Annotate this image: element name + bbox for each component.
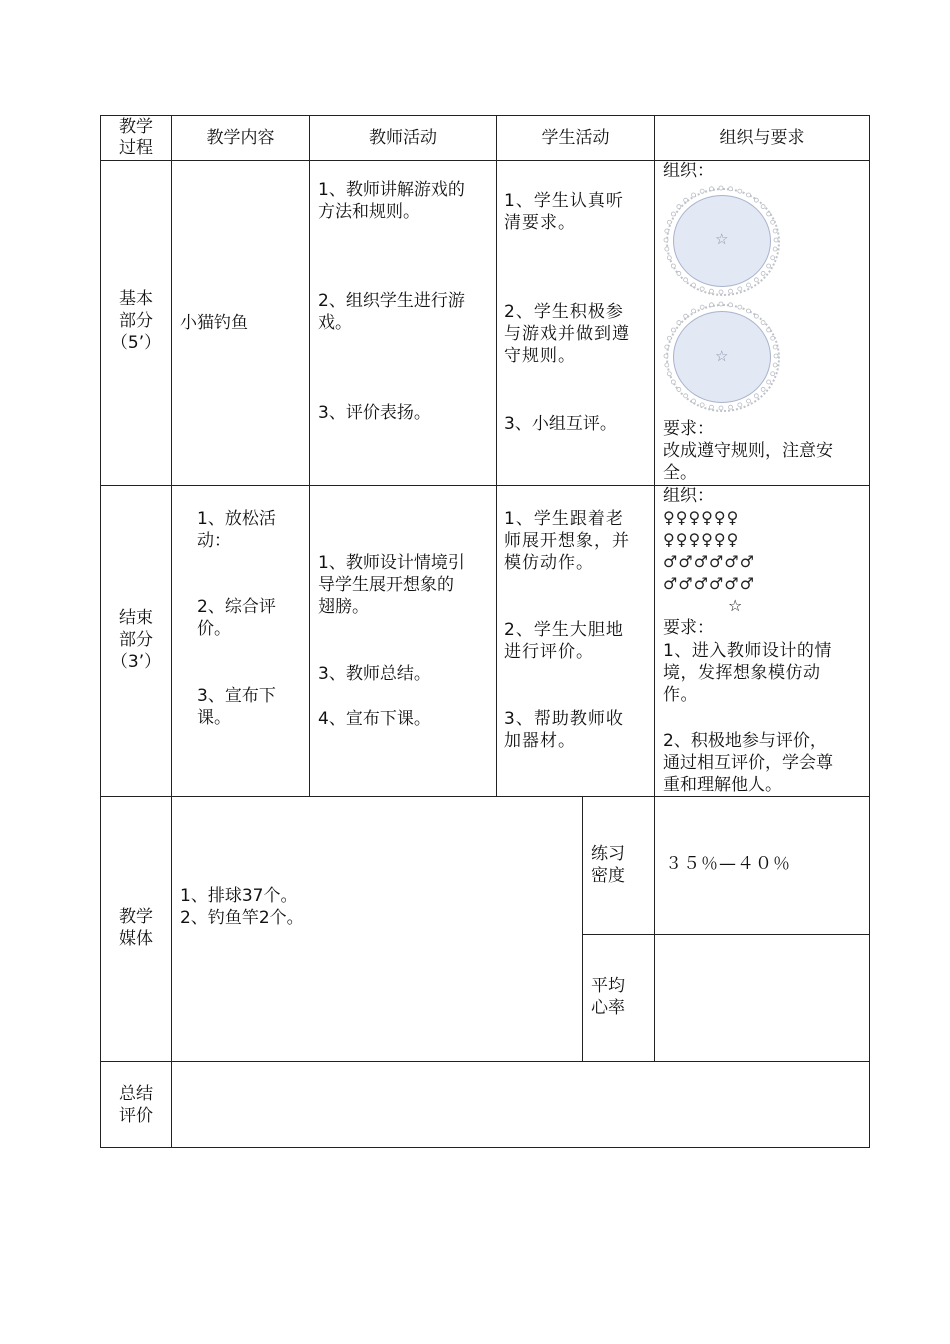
- formation-row-male-2: ♂♂♂♂♂♂: [663, 574, 756, 593]
- teacher-star-icon: ☆: [715, 347, 729, 365]
- ending-teacher-4: 4、宣布下课。: [318, 709, 431, 729]
- teacher-star-icon: ☆: [715, 230, 729, 248]
- header-organization: 组织与要求: [719, 128, 805, 148]
- ending-req-title: 要求：: [663, 618, 714, 638]
- ending-student-3: 3、帮助教师收 加器材。: [504, 709, 624, 751]
- density-label: 练习 密度: [591, 844, 625, 886]
- heart-value-cell: [654, 934, 870, 1062]
- ending-student-1: 1、学生跟着老 师展开想象，并 模仿动作。: [504, 509, 630, 573]
- basic-student-2: 2、学生积极参 与游戏并做到遵 守规则。: [504, 302, 630, 366]
- header-content: 教学内容: [206, 128, 275, 148]
- formation-row-female-2: ♀♀♀♀♀♀: [663, 530, 740, 549]
- basic-teacher-1: 1、教师讲解游戏的 方法和规则。: [318, 180, 465, 222]
- basic-student-1: 1、学生认真听 清要求。: [504, 191, 624, 233]
- density-value: ３５％—４０％: [665, 854, 791, 874]
- ending-content-1: 1、放松活 动：: [197, 509, 276, 551]
- media-item-1: 1、排球37个。: [180, 886, 298, 906]
- heart-label: 平均 心率: [591, 976, 625, 1018]
- media-item-2: 2、钓鱼竿2个。: [180, 908, 304, 928]
- ending-teacher-cell: [309, 485, 497, 797]
- ending-content-2: 2、综合评 价。: [197, 597, 276, 639]
- ending-teacher-star-icon: ☆: [728, 596, 743, 615]
- basic-req-title: 要求：: [663, 419, 714, 439]
- basic-org-title: 组织：: [663, 161, 714, 181]
- basic-req-text: 改成遵守规则，注意安 全。: [663, 441, 833, 483]
- ending-label: 结束 部分 （3’）: [110, 608, 162, 672]
- ending-student-2: 2、学生大胆地 进行评价。: [504, 620, 624, 662]
- formation-row-female-1: ♀♀♀♀♀♀: [663, 508, 740, 527]
- header-student: 学生活动: [541, 128, 610, 148]
- header-teacher: 教师活动: [369, 128, 437, 148]
- ending-req-2: 2、积极地参与评价， 通过相互评价，学会尊 重和理解他人。: [663, 731, 833, 795]
- basic-teacher-3: 3、评价表扬。: [318, 403, 431, 423]
- basic-teacher-2: 2、组织学生进行游 戏。: [318, 291, 465, 333]
- ending-teacher-1: 1、教师设计情境引 导学生展开想象的 翅膀。: [318, 553, 465, 617]
- media-label: 教学 媒体: [119, 907, 153, 949]
- ending-org-title: 组织：: [663, 486, 714, 506]
- basic-content: 小猫钓鱼: [180, 313, 248, 333]
- summary-label: 总结 评价: [119, 1084, 153, 1126]
- summary-value-cell: [171, 1061, 870, 1148]
- basic-label: 基本 部分 （5’）: [110, 289, 162, 353]
- media-items-cell: [171, 796, 583, 1062]
- header-process: 教学 过程: [119, 117, 153, 158]
- ending-content-3: 3、宣布下 课。: [197, 686, 276, 728]
- ending-teacher-3: 3、教师总结。: [318, 664, 431, 684]
- formation-row-male-1: ♂♂♂♂♂♂: [663, 552, 756, 571]
- basic-student-3: 3、小组互评。: [504, 414, 617, 434]
- ending-req-1: 1、进入教师设计的情 境，发挥想象模仿动 作。: [663, 641, 832, 705]
